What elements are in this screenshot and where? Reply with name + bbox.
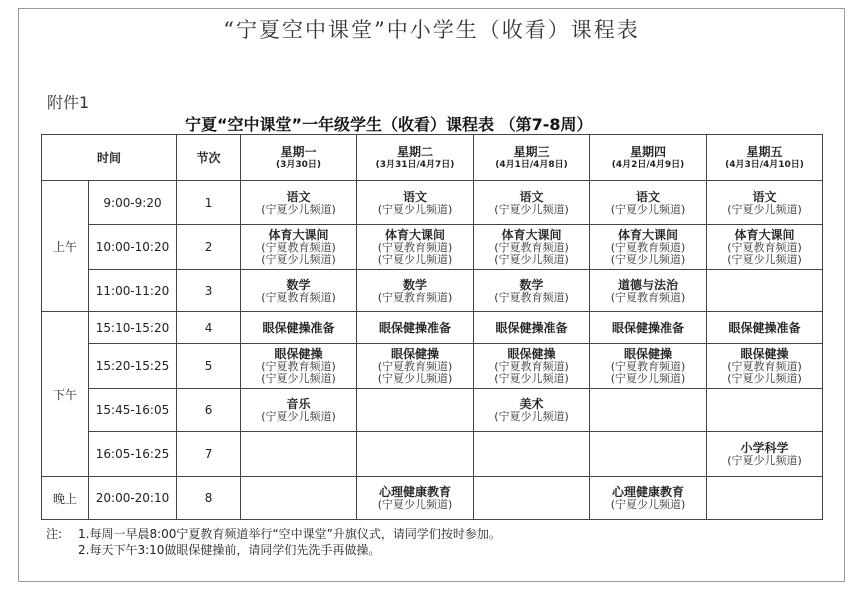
channel-name: (宁夏少儿频道) [610,202,686,216]
channel-name: (宁夏教育频道) [610,290,686,304]
time-slot: 10:00-10:20 [89,225,177,270]
time-slot: 11:00-11:20 [89,270,177,312]
day-date: (3月31日/4月7日) [375,159,455,170]
channel-name: (宁夏教育频道) [494,290,569,304]
channel-name: (宁夏少儿频道) [377,253,453,266]
channel-name: (宁夏少儿频道) [494,202,569,216]
schedule-cell [357,344,474,389]
schedule-cell [474,225,590,270]
schedule-cell [474,344,590,389]
subject-name: 体育大课间 [268,228,329,242]
channel-name: (宁夏少儿频道) [610,253,686,266]
channel-name: (宁夏教育频道) [610,360,686,373]
table-row [42,432,823,477]
header-day [590,135,707,181]
channel-name: (宁夏少儿频道) [261,202,336,216]
channel-name: (宁夏教育频道) [494,241,569,254]
day-name: 星期一 [280,144,317,159]
schedule-title: 宁夏“空中课堂”一年级学生（收看）课程表 （第7-8周） [185,115,593,134]
subject-name: 眼保健操准备 [612,320,685,335]
subject-name: 心理健康教育 [379,485,452,499]
schedule-cell [707,181,823,225]
subject-name: 美术 [519,397,544,411]
channel-name: (宁夏教育频道) [610,241,686,254]
day-date: (4月1日/4月8日) [495,159,568,170]
header-day [474,135,590,181]
table-row [42,181,823,225]
subject-name: 眼保健操 [507,347,556,361]
subject-name: 眼保健操 [391,347,440,361]
channel-name: (宁夏教育频道) [377,360,453,373]
header-index: 节次 [177,135,241,181]
period-index: 1 [177,181,241,225]
schedule-cell [357,225,474,270]
subject-name: 数学 [519,277,544,292]
schedule-cell [590,181,707,225]
channel-name: (宁夏少儿频道) [610,372,686,385]
time-slot: 15:20-15:25 [89,344,177,389]
schedule-cell [707,344,823,389]
note-line-1: 1.每周一早晨8:00宁夏教育频道举行“空中课堂”升旗仪式，请同学们按时参加。 [78,527,501,541]
schedule-cell [357,432,474,477]
channel-name: (宁夏教育频道) [261,241,336,254]
time-slot: 20:00-20:10 [89,477,177,520]
subject-name: 眼保健操准备 [728,320,801,335]
schedule-cell [357,477,474,520]
day-date: (3月30日) [276,159,322,170]
table-row [42,225,823,270]
channel-name: (宁夏教育频道) [377,290,453,304]
schedule-cell [590,477,707,520]
schedule-cell [590,312,707,344]
schedule-cell [241,344,357,389]
schedule-cell [357,312,474,344]
time-slot: 16:05-16:25 [89,432,177,477]
schedule-cell [241,225,357,270]
schedule-table [41,134,823,520]
subject-name: 数学 [286,277,311,292]
channel-name: (宁夏少儿频道) [377,372,453,385]
schedule-cell [707,389,823,432]
schedule-cell [241,389,357,432]
channel-name: (宁夏少儿频道) [377,498,453,511]
schedule-cell [474,270,590,312]
period-index: 3 [177,270,241,312]
channel-name: (宁夏少儿频道) [377,202,453,216]
schedule-cell [590,389,707,432]
channel-name: (宁夏少儿频道) [727,454,802,467]
table-row [42,312,823,344]
header-day [241,135,357,181]
schedule-cell [590,270,707,312]
attachment-label: 附件1 [47,93,90,112]
period-index: 4 [177,312,241,344]
subject-name: 心理健康教育 [612,485,685,499]
period-evening: 晚上 [42,477,89,520]
schedule-cell [474,477,590,520]
subject-name: 语文 [286,189,311,204]
day-date: (4月2日/4月9日) [611,159,685,170]
header-day [707,135,823,181]
channel-name: (宁夏少儿频道) [261,410,336,423]
subject-name: 音乐 [286,397,311,411]
channel-name: (宁夏少儿频道) [727,253,802,266]
channel-name: (宁夏少儿频道) [494,253,569,266]
header-day [357,135,474,181]
schedule-cell [590,225,707,270]
channel-name: (宁夏少儿频道) [494,372,569,385]
day-date: (4月3日/4月10日) [725,159,804,170]
schedule-cell [474,181,590,225]
schedule-cell [474,312,590,344]
subject-name: 眼保健操 [624,347,673,361]
subject-name: 体育大课间 [385,228,446,242]
channel-name: (宁夏教育频道) [261,360,336,373]
table-row [42,477,823,520]
channel-name: (宁夏教育频道) [727,360,802,373]
channel-name: (宁夏教育频道) [727,241,802,254]
subject-name: 道德与法治 [618,277,679,292]
period-index: 5 [177,344,241,389]
schedule-cell [707,312,823,344]
schedule-cell [474,432,590,477]
schedule-cell [357,181,474,225]
schedule-cell [241,181,357,225]
time-slot: 15:45-16:05 [89,389,177,432]
header-time: 时间 [42,135,177,181]
notes-label: 注: [46,527,63,541]
schedule-cell [241,312,357,344]
channel-name: (宁夏少儿频道) [610,498,686,511]
subject-name: 小学科学 [740,441,789,455]
subject-name: 语文 [636,189,661,204]
day-name: 星期四 [630,144,667,159]
subject-name: 体育大课间 [501,228,562,242]
channel-name: (宁夏少儿频道) [727,372,802,385]
schedule-cell [241,270,357,312]
day-name: 星期二 [397,144,434,159]
schedule-cell [590,344,707,389]
period-index: 8 [177,477,241,520]
schedule-cell [474,389,590,432]
schedule-cell [707,270,823,312]
schedule-cell [357,389,474,432]
subject-name: 数学 [403,277,428,292]
time-slot: 15:10-15:20 [89,312,177,344]
schedule-cell [707,225,823,270]
channel-name: (宁夏教育频道) [261,290,336,304]
schedule-cell [241,477,357,520]
document-title: “宁夏空中课堂”中小学生（收看）课程表 [223,18,640,42]
subject-name: 眼保健操 [740,347,789,361]
subject-name: 语文 [752,189,777,204]
subject-name: 眼保健操准备 [495,320,568,335]
table-row [42,389,823,432]
channel-name: (宁夏少儿频道) [727,202,802,216]
table-row [42,270,823,312]
subject-name: 眼保健操准备 [379,320,452,335]
subject-name: 眼保健操 [274,347,323,361]
subject-name: 语文 [519,189,544,204]
period-index: 2 [177,225,241,270]
period-morning: 上午 [42,181,89,312]
period-index: 6 [177,389,241,432]
schedule-cell [707,477,823,520]
channel-name: (宁夏少儿频道) [494,410,569,423]
subject-name: 语文 [403,189,428,204]
day-name: 星期五 [746,144,783,159]
time-slot: 9:00-9:20 [89,181,177,225]
subject-name: 眼保健操准备 [262,320,335,335]
period-index: 7 [177,432,241,477]
subject-name: 体育大课间 [618,228,679,242]
note-line-2: 2.每天下午3:10做眼保健操前，请同学们先洗手再做操。 [78,543,381,557]
period-afternoon: 下午 [42,312,89,477]
day-name: 星期三 [513,144,550,159]
channel-name: (宁夏教育频道) [377,241,453,254]
table-row [42,344,823,389]
schedule-cell [241,432,357,477]
header-row [42,135,823,181]
schedule-cell [357,270,474,312]
channel-name: (宁夏少儿频道) [261,253,336,266]
channel-name: (宁夏教育频道) [494,360,569,373]
channel-name: (宁夏少儿频道) [261,372,336,385]
subject-name: 体育大课间 [734,228,795,242]
schedule-cell [590,432,707,477]
schedule-cell [707,432,823,477]
